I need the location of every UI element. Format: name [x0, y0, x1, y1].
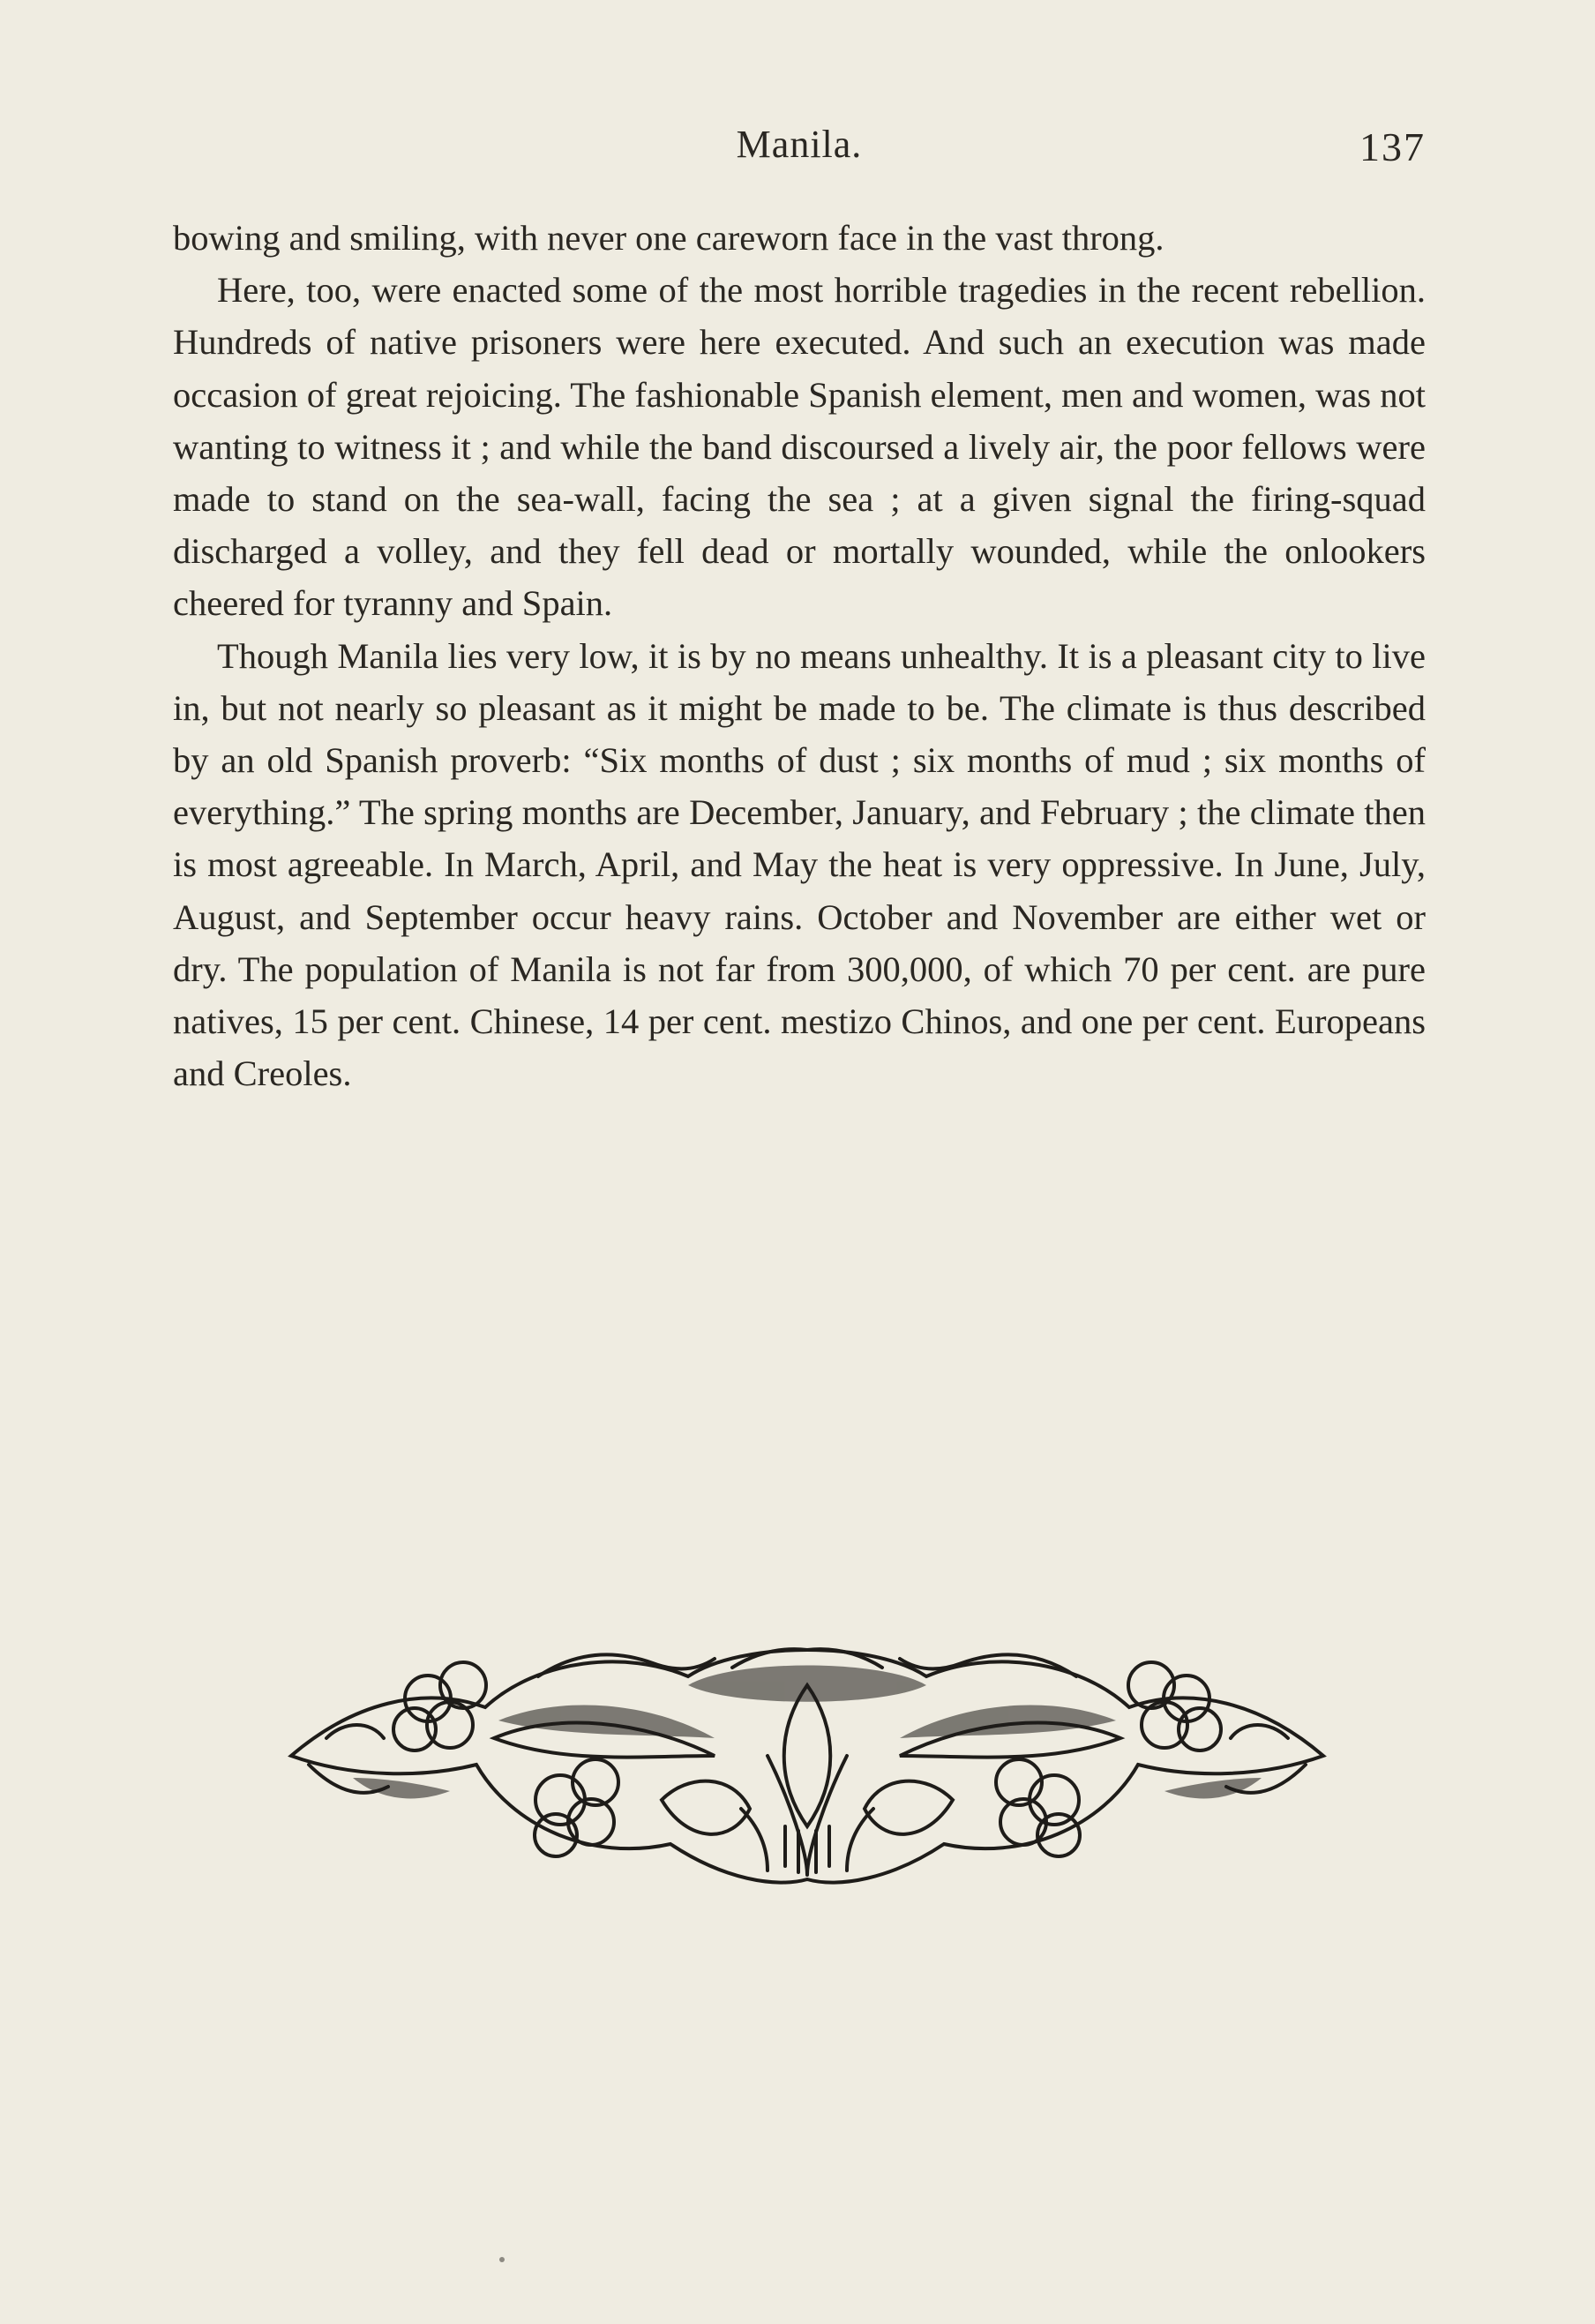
- stray-ink-mark: [499, 2257, 505, 2262]
- paragraph-climate: Though Manila lies very low, it is by no means unhealthy. It is a pleasant city to live in, but not nearly so pleasant as it might be made to be. The climate is thus described by an old Spanish proverb: “Six months of dust ; six months of mud ; six months of everything.” The spring months are December, January, and February ; the climate then is most agreeable. In March, April, and May the heat is very oppressive. In June, July, August, and September occur heavy rains. October and November are either wet or dry. The population of Manila is not far from 300,000, of which 70 per cent. are pure natives, 15 per cent. Chinese, 14 per cent. mestizo Chinos, and one per cent. Europeans and Creoles.: [173, 635, 1426, 1094]
- body-text: [173, 212, 1426, 1099]
- paragraph-executions: Here, too, were enacted some of the most horrible tragedies in the recent rebellion. Hundreds of native prisoners were here executed. And such an execution was made occasion of great rejoicing. The fashionable Spanish element, men and women, was not wanting to witness it ; and while the band discoursed a lively air, the poor fellows were made to stand on the sea-wall, facing the sea ; at a given signal the firing-squad discharged a volley, and they fell dead or mortally wounded, while the onlookers cheered for tyranny and Spain.: [173, 270, 1426, 624]
- running-head: [173, 122, 1426, 184]
- paragraph-continued: bowing and smiling, with never one careworn face in the vast throng.: [173, 218, 1164, 258]
- floral-tailpiece-ornament-icon: [273, 1623, 1341, 1888]
- running-title: Manila.: [736, 123, 863, 166]
- page-number: 137: [1359, 124, 1426, 169]
